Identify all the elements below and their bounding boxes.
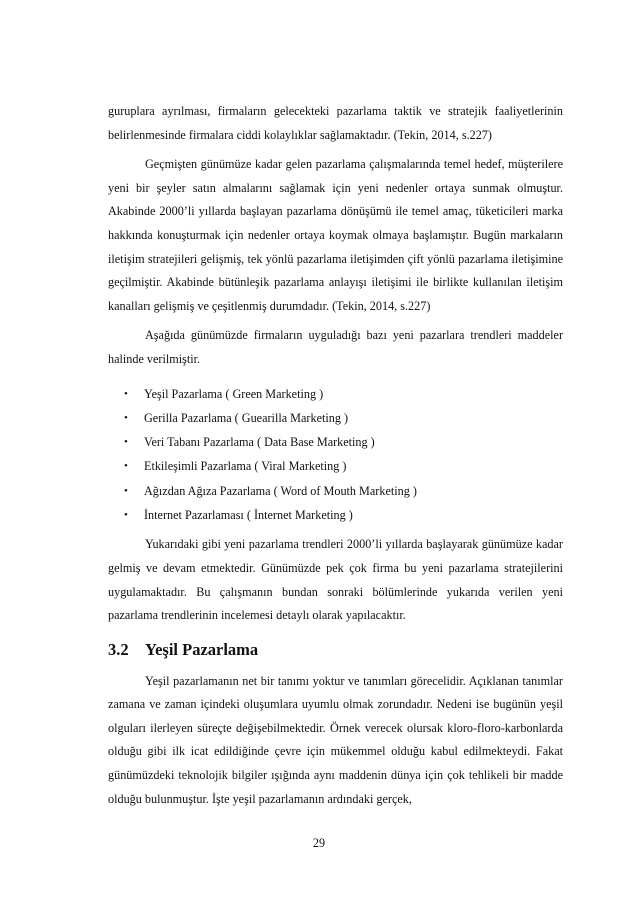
page-number: 29 — [312, 836, 326, 850]
paragraph-green-marketing: Yeşil pazarlamanın net bir tanımı yoktur ve tanımları görecelidir. Açıklanan tanımlar zamana ve zaman içindeki oluşumlara uyumlu olmak zorundadır. Nedeni ise bugünün yeşil olguları ilerleyen süreçte değişebilmektedir. Örnek verecek olursak kloro-floro-karbonlarda olduğu gibi ilk icat edildiğinde çevre için mükemmel olduğu kabul edilmekteydi. Fakat günümüzdeki teknolojik bilgiler ışığında aynı maddenin dünya için çok tehlikeli bir madde olduğu bulunmuştur. İşte yeşil pazarlamanın ardındaki gerçek, — [108, 673, 563, 806]
bullet-icon: • — [124, 509, 128, 522]
list-item-text: Veri Tabanı Pazarlama ( Data Base Marketing ) — [144, 435, 375, 450]
list-item-text: İnternet Pazarlaması ( İnternet Marketing ) — [144, 508, 353, 523]
paragraph-trends-summary: Yukarıdaki gibi yeni pazarlama trendleri 2000’li yıllarda başlayarak günümüze kadar gelmiş ve devam etmektedir. Günümüzde pek çok firma bu yeni pazarlama stratejilerini uygulamaktadır. Bu çalışmanın bundan sonraki bölümlerinde yukarıda verilen yeni pazarlama trendlerinin incelemesi detaylı olarak yapılacaktır. — [108, 537, 563, 623]
list-item — [124, 382, 563, 406]
list-item-text: Gerilla Pazarlama ( Guearilla Marketing ) — [144, 410, 349, 425]
bullet-icon: • — [124, 436, 128, 449]
list-item-text: Etkileşimli Pazarlama ( Viral Marketing ) — [144, 459, 347, 474]
list-item — [124, 454, 563, 478]
section-number: 3.2 — [108, 639, 129, 659]
list-item-text: Ağızdan Ağıza Pazarlama ( Word of Mouth Marketing ) — [144, 483, 417, 498]
list-item — [124, 430, 563, 454]
list-item — [124, 479, 563, 503]
document-page — [108, 100, 563, 811]
section-heading — [108, 638, 563, 664]
trends-list — [108, 382, 563, 528]
list-item — [124, 503, 563, 527]
list-item-text: Yeşil Pazarlama ( Green Marketing ) — [144, 386, 324, 401]
paragraph-trends-intro: Aşağıda günümüzde firmaların uyguladığı bazı yeni pazarlara trendleri maddeler halinde verilmiştir. — [108, 328, 563, 366]
paragraph-intro-continuation: guruplara ayrılması, firmaların gelecekteki pazarlama taktik ve stratejik faaliyetlerinin belirlenmesinde firmalara ciddi kolaylıklar sağlamaktadır. (Tekin, 2014, s.227) — [108, 104, 563, 142]
bullet-icon: • — [124, 460, 128, 473]
section-title: Yeşil Pazarlama — [145, 639, 259, 659]
paragraph-marketing-history: Geçmişten günümüze kadar gelen pazarlama çalışmalarında temel hedef, müşterilere yeni bir şeyler satın almalarını sağlamak için yeni nedenler ortaya sunmak olmuştur. Akabinde 2000’li yıllarda başlayan pazarlama dönüşümü ile temel amaç, tüketicileri marka hakkında konuşturmak için nedenler ortaya koymak olmaya başlamıştır. Bugün markaların iletişim stratejileri gelişmiş, tek yönlü pazarlama iletişimden çift yönlü pazarlama iletişimine geçilmiştir. Akabinde bütünleşik pazarlama anlayışı iletişimi ile birlikte kullanılan iletişim kanalları gelişmiş ve çeşitlenmiş durumdadır. (Tekin, 2014, s.227) — [108, 157, 563, 313]
bullet-icon: • — [124, 387, 128, 400]
bullet-icon: • — [124, 484, 128, 497]
bullet-icon: • — [124, 411, 128, 424]
list-item — [124, 406, 563, 430]
